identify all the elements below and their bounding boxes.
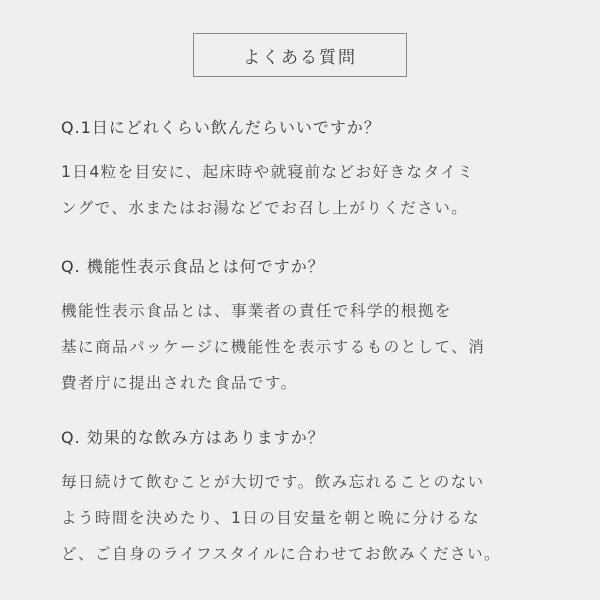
faq-answer-line: 費者庁に提出された食品です。 (61, 374, 298, 392)
faq-answer-line: 機能性表示食品とは、事業者の責任で科学的根拠を (61, 302, 452, 320)
page-title: よくある質問 (193, 33, 407, 77)
page-header (0, 0, 600, 110)
faq-answer (61, 464, 561, 572)
faq-answer-line: 基に商品パッケージに機能性を表示するものとして、消 (61, 338, 486, 356)
faq-answer (61, 293, 561, 401)
faq-answer (61, 154, 561, 226)
faq-item (61, 118, 561, 226)
faq-answer-line: 毎日続けて飲むことが大切です。飲み忘れることのない (61, 473, 485, 491)
faq-answer-line: ど、ご自身のライフスタイルに合わせてお飲みください。 (61, 545, 501, 563)
faq-answer-line: ングで、水またはお湯などでお召し上がりください。 (61, 199, 469, 217)
faq-question: Q. 効果的な飲み方はありますか？ (61, 428, 325, 447)
faq-item (61, 428, 561, 572)
faq-question: Q.1日にどれくらい飲んだらいいですか？ (61, 118, 381, 137)
faq-answer-line: 1日4粒を目安に、起床時や就寝前などお好きなタイミ (61, 163, 475, 181)
faq-item (61, 257, 561, 401)
faq-answer-line: よう時間を決めたり、1日の目安量を朝と晩に分けるな (61, 509, 481, 527)
faq-question: Q. 機能性表示食品とは何ですか？ (61, 257, 325, 276)
